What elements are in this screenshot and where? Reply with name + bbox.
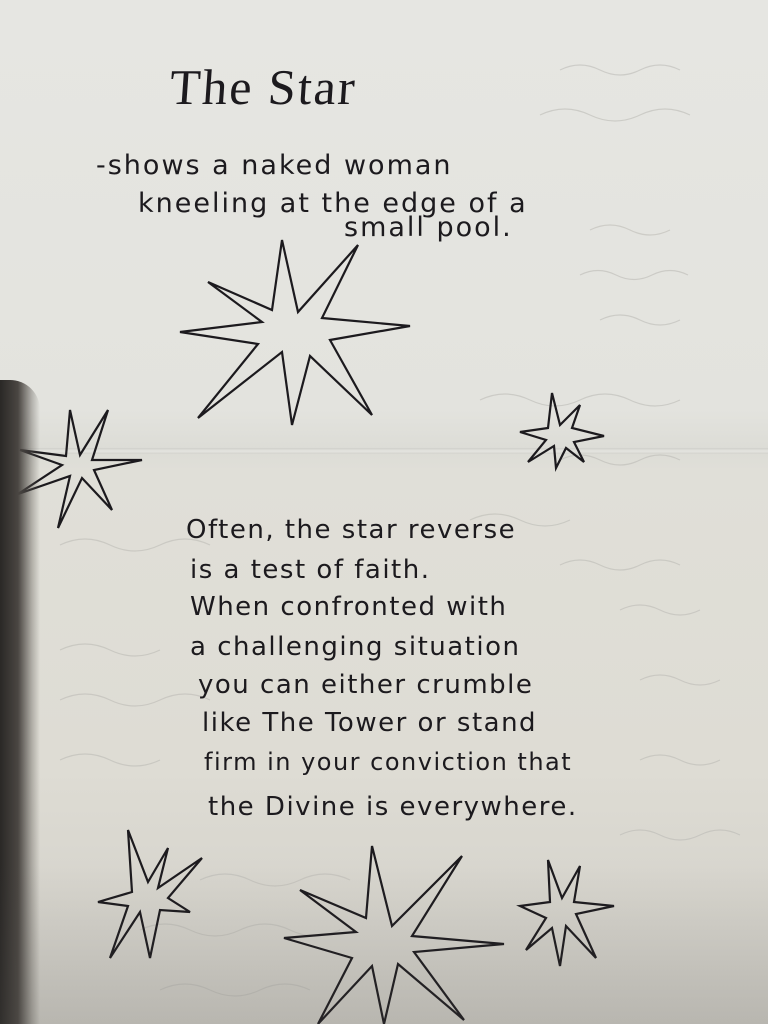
star-doodle-small-right-icon	[520, 393, 604, 468]
body-line-4: a challenging situation	[190, 632, 521, 662]
description-line-1: -shows a naked woman	[96, 150, 453, 181]
bottom-shadow	[0, 864, 768, 1024]
body-line-3: When confronted with	[190, 592, 508, 622]
description-line-2: kneeling at the edge of a	[138, 188, 528, 219]
body-line-5: you can either crumble	[198, 670, 534, 700]
body-line-8: the Divine is everywhere.	[208, 792, 578, 822]
body-line-1: Often, the star reverse	[186, 515, 517, 545]
page-title: The Star	[168, 59, 359, 115]
body-line-7: firm in your conviction that	[204, 748, 573, 776]
body-line-2: is a test of faith.	[190, 555, 431, 585]
description-line-3: small pool.	[344, 212, 513, 243]
body-line-6: like The Tower or stand	[202, 708, 538, 738]
star-doodle-large-top-icon	[180, 240, 410, 425]
